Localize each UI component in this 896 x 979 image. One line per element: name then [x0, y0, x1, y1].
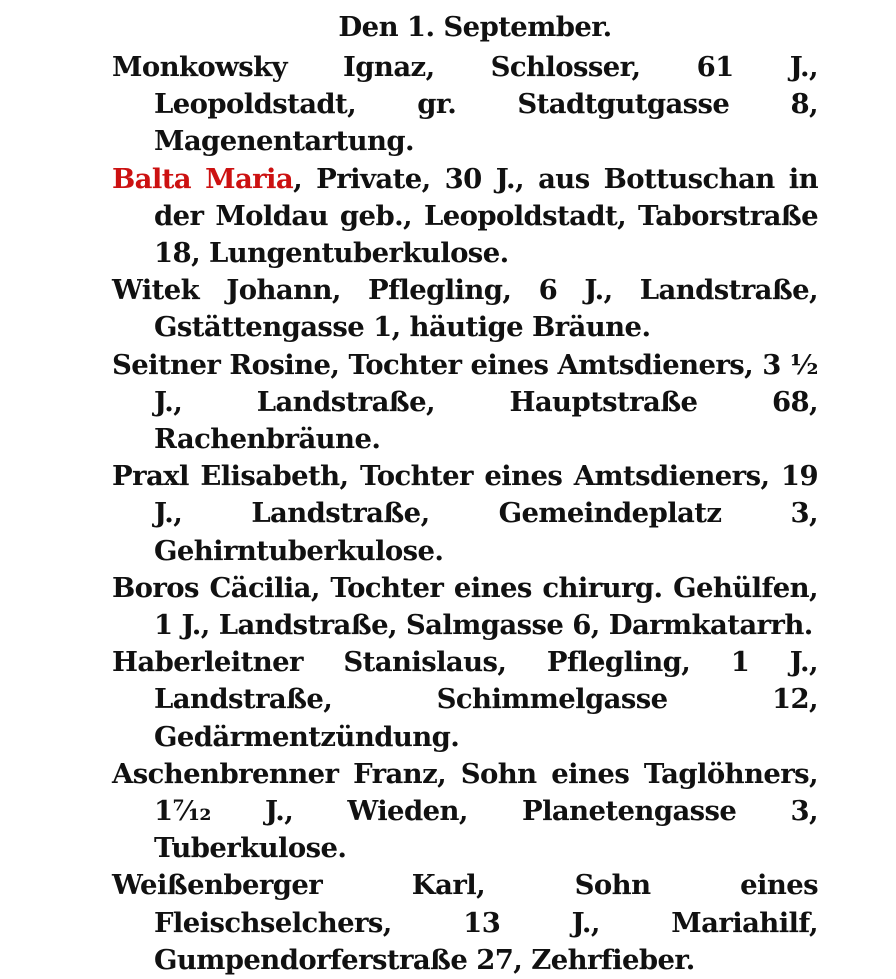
register-page — [112, 8, 818, 979]
entry-name: Weißenberger Karl — [112, 869, 477, 902]
death-entry — [112, 644, 818, 756]
entry-text: , Tochter eines chirurg. Gehülfen, 1 J., Landstraße, Salmgasse 6, Darmkatarrh. — [154, 571, 818, 642]
entry-text: , Sohn eines Taglöhners, 1⁷⁄₁₂ J., Wieden, Planetengasse 3, Tuberkulose. — [154, 757, 818, 865]
death-entry — [112, 347, 818, 459]
entry-text: , Sohn eines Fleischselchers, 13 J., Mariahilf, Gumpendorferstraße 27, Zehrfieber. — [154, 869, 818, 976]
entry-text: , Tochter eines Amtsdieners, 19 J., Landstraße, Gemeindeplatz 3, Gehirntuberkulose. — [154, 460, 818, 567]
entry-name: Haberleitner Stanislaus — [112, 646, 498, 679]
death-entry — [112, 458, 818, 570]
death-entry — [112, 867, 818, 979]
death-entry — [112, 570, 818, 644]
death-entry — [112, 49, 818, 161]
entry-text: , Pflegling, 6 J., Landstraße, Gstättengasse 1, häutige Bräune. — [154, 274, 818, 344]
entry-name: Seitner Rosine — [112, 348, 331, 381]
entry-text: , Private, 30 J., aus Bottuschan in der Moldau geb., Leopoldstadt, Taborstraße 18, Lungentuberkulose. — [154, 162, 818, 270]
entry-name: Aschenbrenner Franz — [112, 757, 438, 790]
entry-name: Boros Cäcilia — [112, 571, 311, 604]
death-entry — [112, 161, 818, 273]
death-entry — [112, 756, 818, 868]
entry-name: Witek Johann — [112, 274, 332, 307]
death-entry — [112, 272, 818, 346]
entry-text: , Tochter eines Amtsdieners, 3 ½ J., Landstraße, Hauptstraße 68, Rachenbräune. — [154, 348, 818, 456]
entry-name: Monkowsky Ignaz — [112, 51, 426, 83]
entry-text: , Schlosser, 61 J., Leopoldstadt, gr. Stadtgutgasse 8, Magenentartung. — [154, 51, 818, 158]
entry-name-highlighted: Balta Maria — [112, 162, 294, 195]
date-heading: Den 1. September. — [338, 11, 612, 43]
entry-text: , Pflegling, 1 J., Landstraße, Schimmelgasse 12, Gedärmentzündung. — [154, 646, 818, 753]
entry-name: Praxl Elisabeth — [112, 460, 340, 493]
